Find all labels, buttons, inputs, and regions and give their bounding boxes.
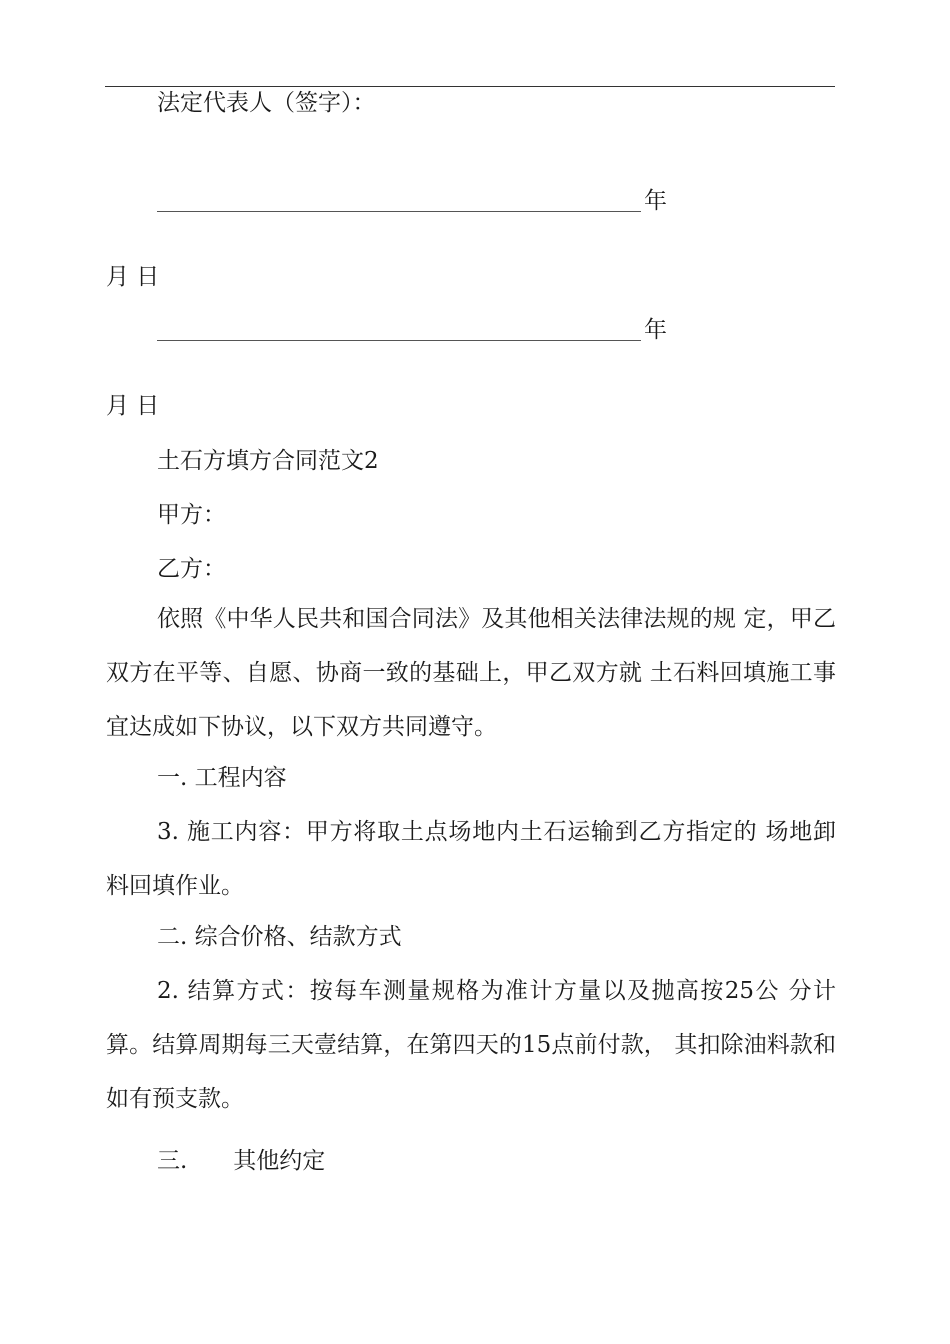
section-1-heading: 一. 工程内容 xyxy=(157,765,287,791)
section-3-heading: 三. 其他约定 xyxy=(157,1148,326,1174)
year-label-2: 年 xyxy=(644,317,667,343)
month-day-label-2: 月 日 xyxy=(106,393,160,419)
section-2-heading: 二. 综合价格、结款方式 xyxy=(157,924,402,950)
party-a-label: 甲方： xyxy=(157,502,226,528)
section-1-item: 3. 施工内容：甲方将取土点场地内土石运输到乙方指定的 场地卸料回填作业。 xyxy=(106,819,836,899)
header-rule xyxy=(105,86,835,87)
year-label-1: 年 xyxy=(644,188,667,214)
signature-date-blank-2 xyxy=(157,340,641,341)
month-day-label-1: 月 日 xyxy=(106,264,160,290)
signature-date-blank-1 xyxy=(157,211,641,212)
intro-paragraph: 依照《中华人民共和国合同法》及其他相关法律法规的规 定，甲乙双方在平等、自愿、协商一致的基础上，甲乙双方就 土石料回填施工事宜达成如下协议，以下双方共同遵守。 xyxy=(106,606,836,740)
party-b-label: 乙方： xyxy=(157,556,226,582)
legal-representative-signature-label: 法定代表人（签字）： xyxy=(157,90,376,116)
contract-title: 土石方填方合同范文2 xyxy=(157,448,379,474)
section-2-item: 2. 结算方式：按每车测量规格为准计方量以及抛高按25公 分计算。结算周期每三天壹结算，在第四天的15点前付款， 其扣除油料款和如有预支款。 xyxy=(106,978,836,1112)
